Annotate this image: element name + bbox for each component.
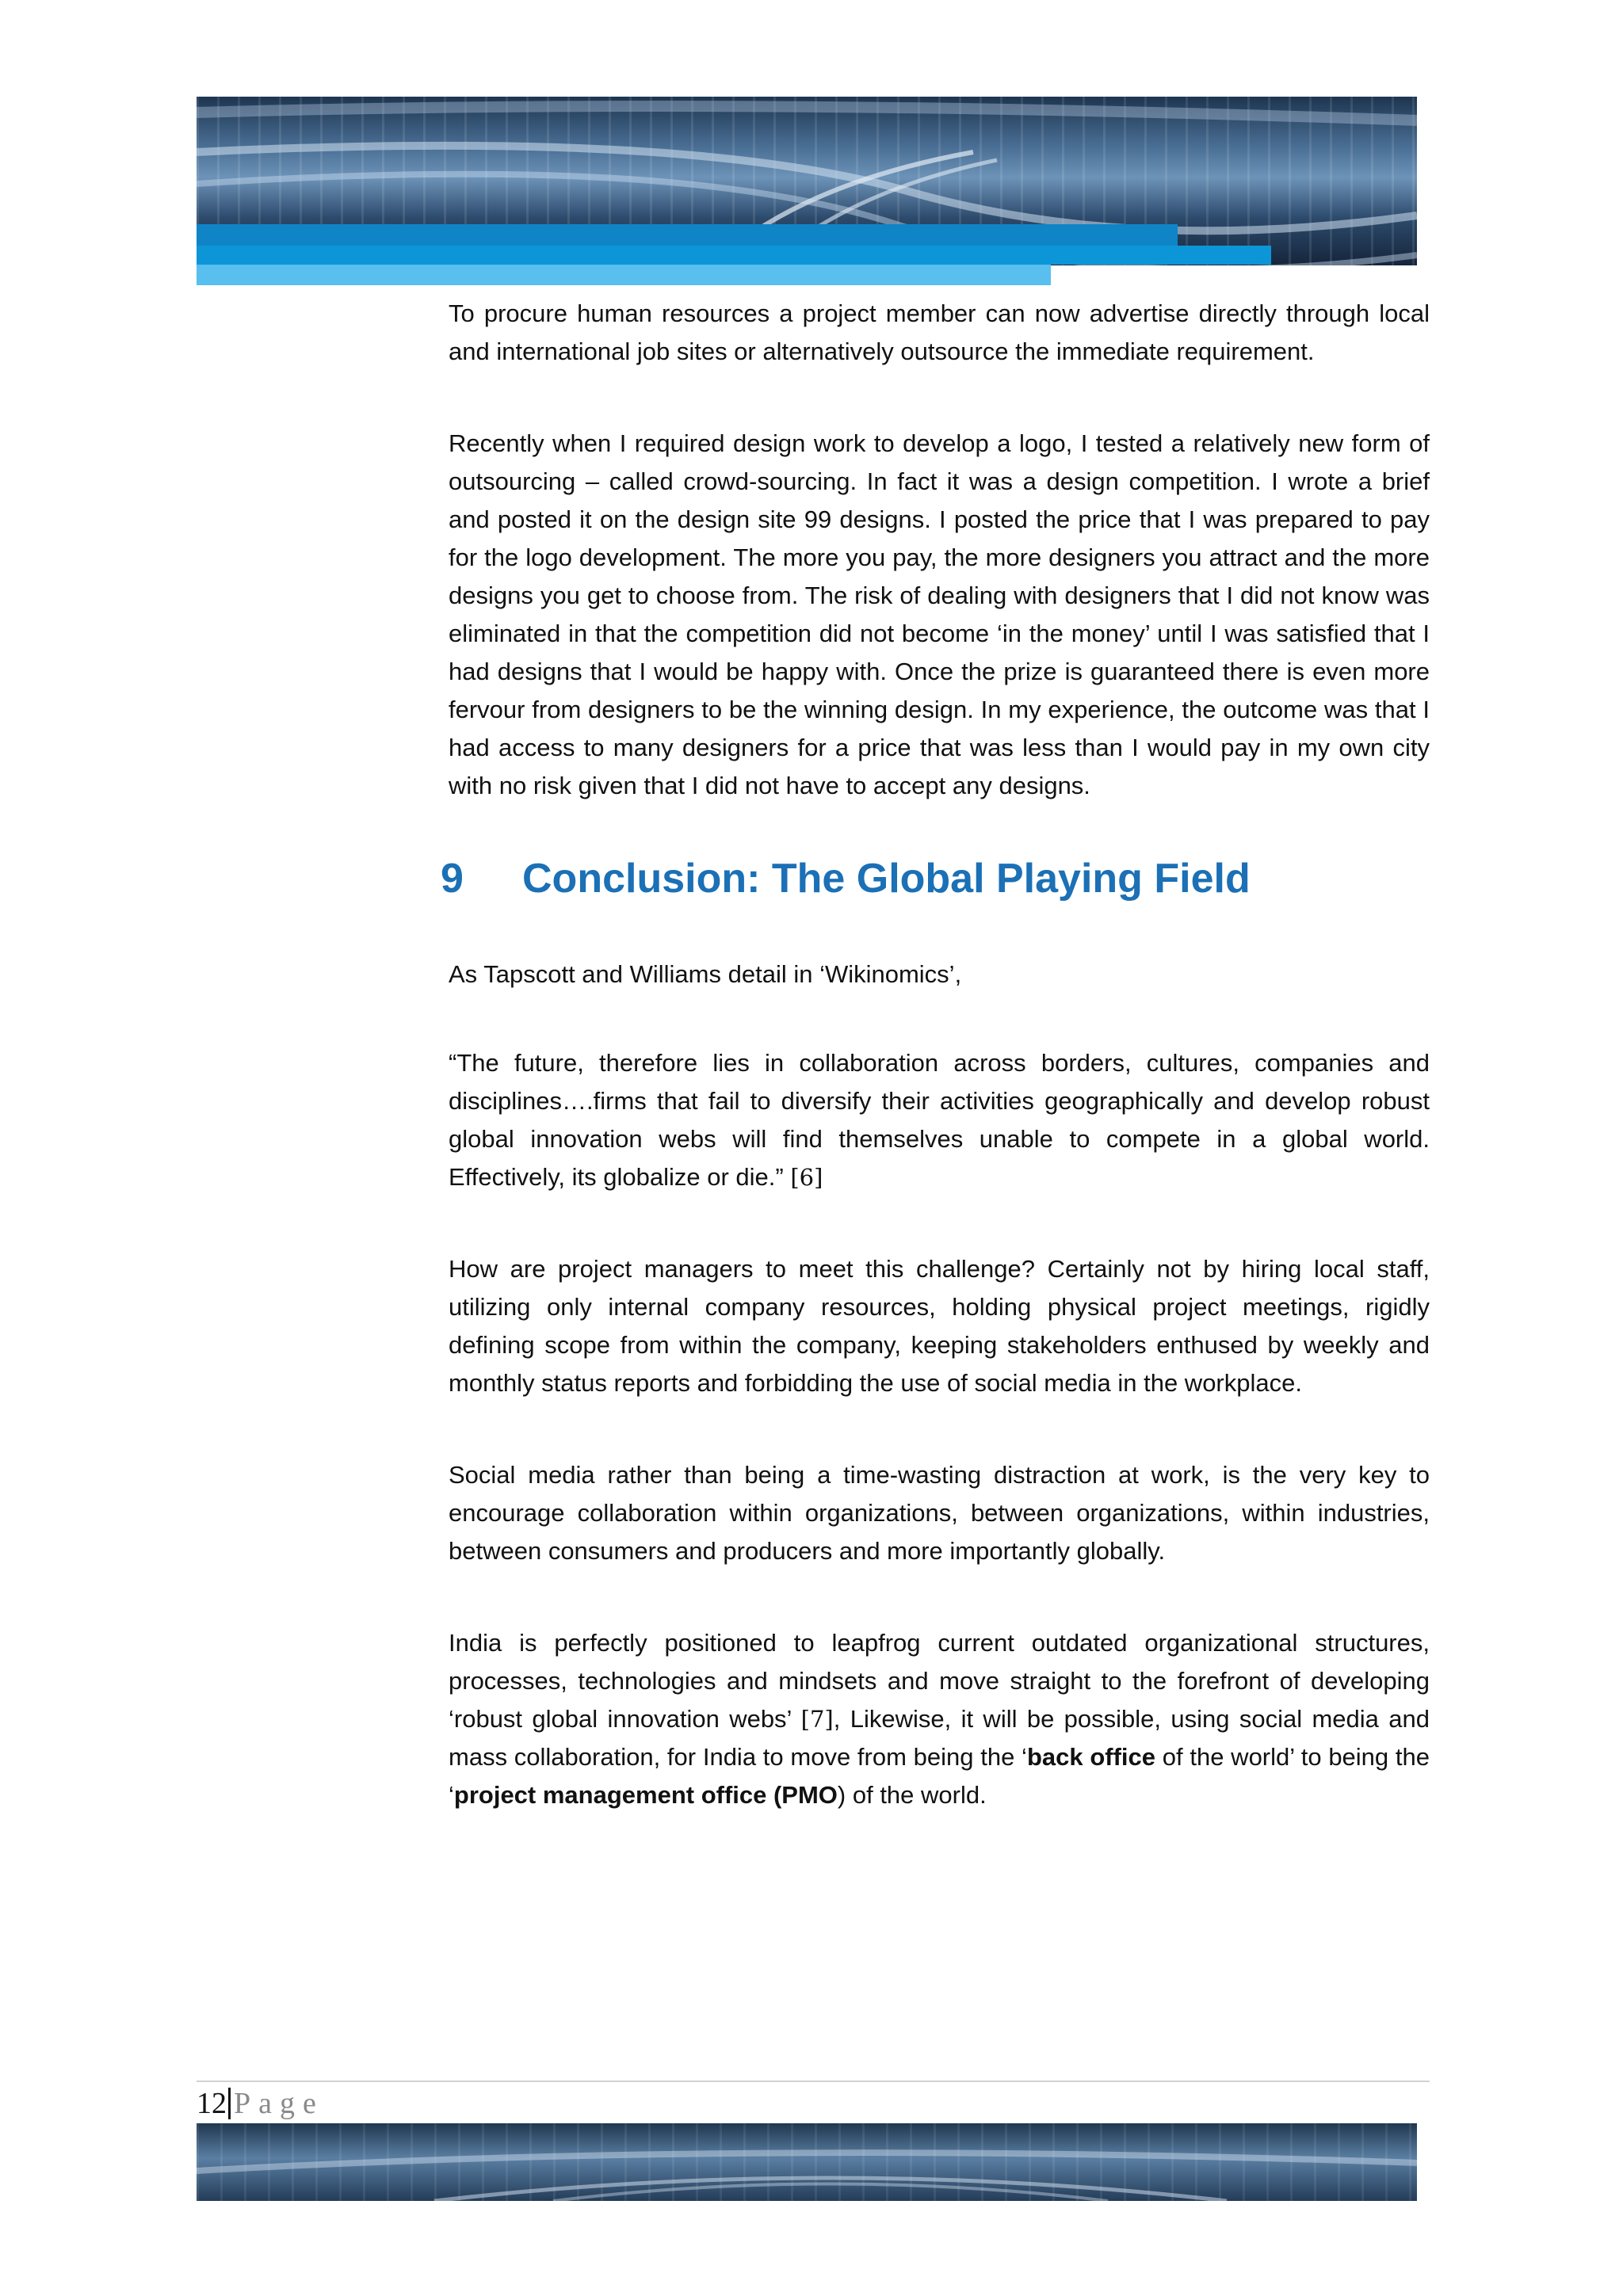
footer-track-graphic [197,2123,1417,2201]
paragraph-procure-resources: To procure human resources a project member can now advertise directly through local and international job sites or alternatively outsource the immediate requirement. [449,299,1430,365]
india-text-a: India is perfectly positioned to leapfrog current outdated organizational structures, processes, technologies and mindsets and move straight to the forefront of developing ‘robust global innovation webs’ [449,1629,1430,1733]
page-content [441,295,1430,1814]
page-number: 12 [197,2087,227,2120]
section-heading [441,851,1430,906]
header-stripe-mid [197,246,1271,265]
citation-ref-6: [6] [790,1164,823,1191]
paragraph-tapscott-intro: As Tapscott and Williams detail in ‘Wikinomics’, [449,960,962,988]
paragraph-social-media: Social media rather than being a time-wasting distraction at work, is the very key to encourage collaboration within organizations, between organizations, within industries, between consumers and producers and more importantly globally. [449,1461,1430,1565]
header-stripe-dark [197,224,1178,246]
paragraph-quote [449,1044,1430,1196]
page-label: Page [234,2087,324,2120]
citation-ref-7: [7] [800,1706,834,1733]
bold-back-office: back office [1026,1743,1156,1771]
page-footer [197,2085,324,2122]
section-number: 9 [441,856,464,902]
paragraph-crowd-sourcing: Recently when I required design work to develop a logo, I tested a relatively new form of outsourcing – called crowd-sourcing. In fact it was a design competition. I wrote a brief and posted it on the design site 99 designs. I posted the price that I was prepared to pay for the logo development. The more you pay, the more designers you attract and the more designs you get to choose from. The risk of dealing with designers that I did not know was eliminated in that the competition did not become ‘in the money’ until I was satisfied that I had designs that I would be happy with. Once the prize is guaranteed there is even more fervour from designers to be the winning design. In my experience, the outcome was that I had access to many designers for a price that was less than I would pay in my own city with no risk given that I did not have to accept any designs. [449,429,1430,799]
page-separator [228,2088,231,2119]
india-text-c: of the world’ to being the ‘ [449,1743,1430,1809]
paragraph-challenge: How are project managers to meet this challenge? Certainly not by hiring local staff, utilizing only internal company resources, holding physical project meetings, rigidly defining scope from within the company, keeping stakeholders enthused by weekly and monthly status reports and forbidding the use of social media in the workplace. [449,1255,1430,1397]
bold-pmo: project management office (PMO [453,1781,838,1809]
header-stripe-light [197,265,1051,285]
india-text-d: ) of the world. [837,1781,987,1809]
quote-text: “The future, therefore lies in collaboration across borders, cultures, companies and disciplines….firms that fail to diversify their activities geographically and develop robust global innovation webs will find themselves unable to compete in a global world. Effectively, its globalize or die.” [449,1049,1430,1191]
india-text-b: , Likewise, it will be possible, using social media and mass collaboration, for India to move from being the ‘ [449,1705,1430,1771]
paragraph-india [449,1624,1430,1814]
footer-divider [197,2081,1430,2082]
section-title: Conclusion: The Global Playing Field [522,856,1251,902]
footer-banner-image [197,2123,1417,2201]
